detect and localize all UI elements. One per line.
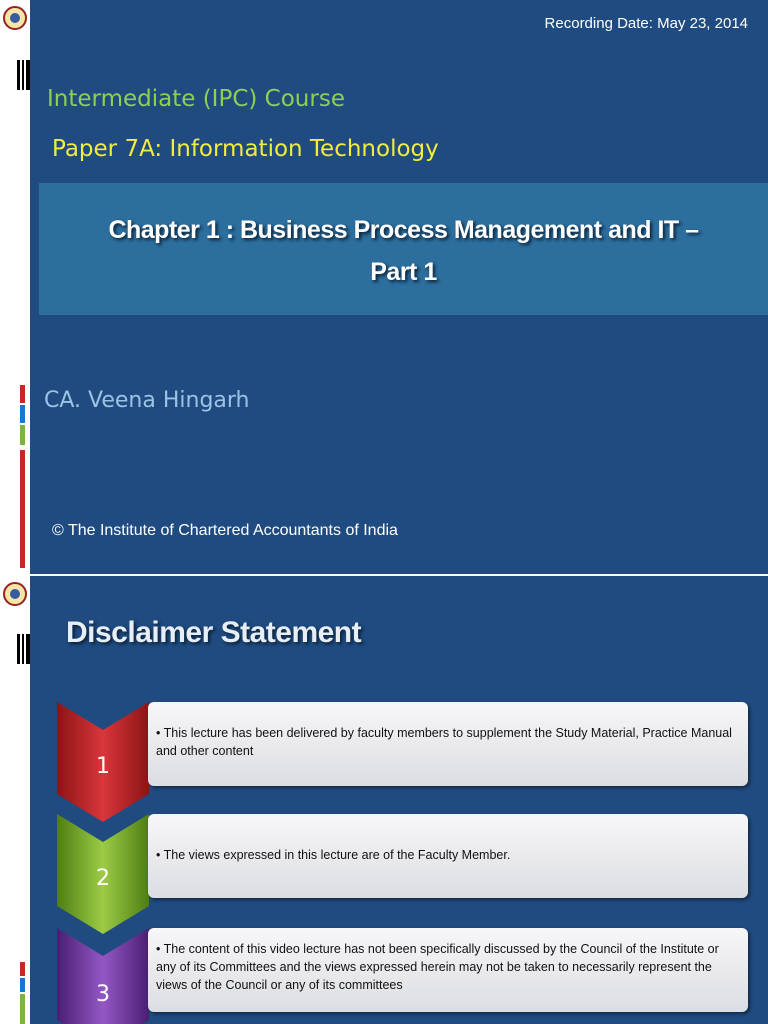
chevron-shape	[57, 928, 149, 1024]
decor-stripe	[20, 450, 25, 568]
icai-logo-icon	[3, 582, 27, 606]
author-name: CA. Veena Hingarh	[44, 388, 250, 413]
barcode-icon	[17, 60, 30, 90]
item-number: 2	[96, 866, 110, 891]
slide-title: Disclaimer Statement	[66, 616, 362, 649]
barcode-icon	[17, 634, 30, 664]
list-item	[30, 928, 768, 1024]
chapter-banner	[39, 183, 768, 315]
item-box	[148, 702, 748, 786]
left-gutter	[0, 0, 30, 1024]
item-box	[148, 928, 748, 1012]
item-number: 1	[96, 754, 110, 779]
decor-stripe	[20, 994, 25, 1024]
decor-stripe	[20, 425, 25, 445]
copyright-notice: © The Institute of Chartered Accountants of India	[52, 522, 398, 539]
disclaimer-slide	[30, 576, 768, 1024]
course-name: Intermediate (IPC) Course	[47, 86, 345, 112]
list-item	[30, 814, 768, 934]
chapter-title: Chapter 1 : Business Process Management and IT – Part 1	[108, 216, 699, 286]
item-number: 3	[96, 982, 110, 1007]
decor-stripe	[20, 385, 25, 403]
decor-stripe	[20, 962, 25, 976]
item-text: • This lecture has been delivered by faculty members to supplement the Study Material, Practice Manual and other content	[156, 726, 732, 758]
icai-logo-icon	[3, 6, 27, 30]
paper-name: Paper 7A: Information Technology	[52, 136, 439, 162]
item-text: • The views expressed in this lecture are of the Faculty Member.	[156, 848, 511, 862]
recording-date: Recording Date: May 23, 2014	[544, 15, 748, 32]
title-slide	[30, 0, 768, 574]
item-text: • The content of this video lecture has not been specifically discussed by the Council of the Institute or any of its Committees and the views expressed herein may not be taken to necessarily represent the views of the Council or any of its committees	[156, 942, 719, 992]
item-box	[148, 814, 748, 898]
decor-stripe	[20, 978, 25, 992]
list-item	[30, 702, 768, 822]
decor-stripe	[20, 405, 25, 423]
